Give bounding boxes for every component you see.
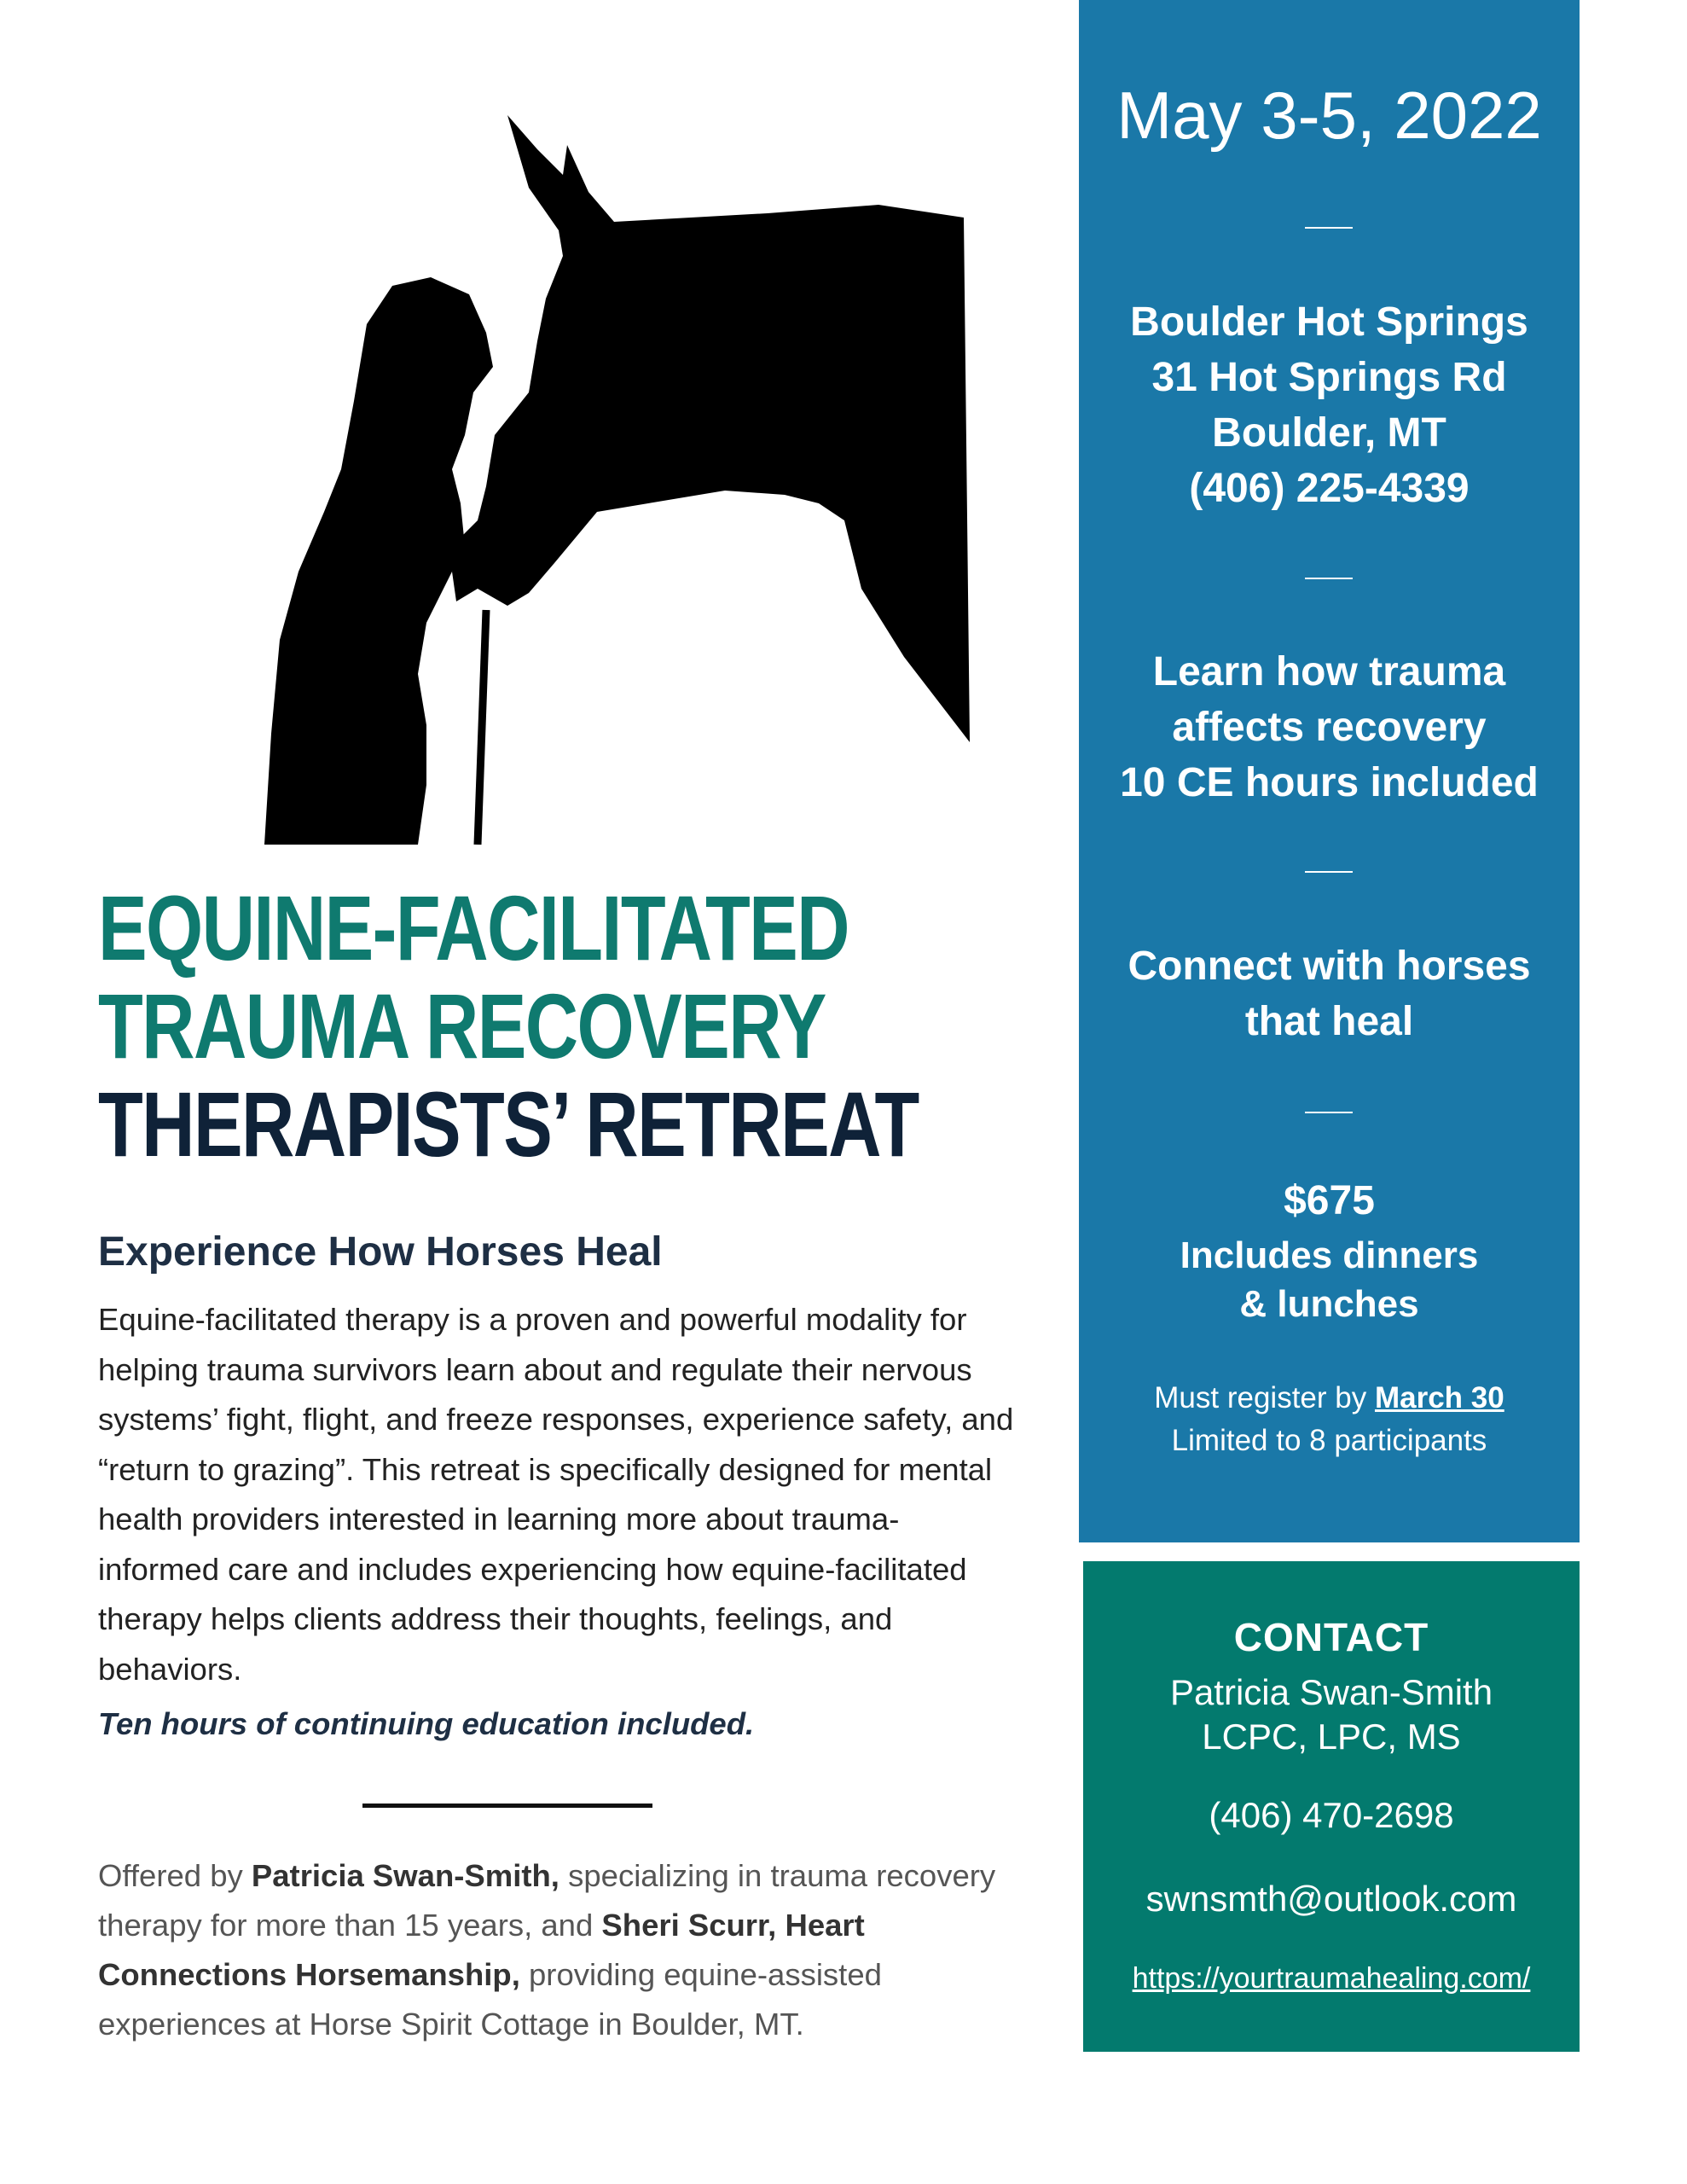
- divider-line: [362, 1804, 652, 1808]
- venue-phone: (406) 225-4339: [1189, 466, 1470, 511]
- description-paragraph: Equine-facilitated therapy is a proven and powerful modality for helping trauma survivors learn about and regulate their nervous systems’ fight, flight, and freeze responses, experience safety, and “return to grazing”. This retreat is specifically designed for mental health providers interested in learning more about trauma-informed care and includes experiencing how equine-facilitated therapy helps clients address their thoughts, feelings, and behaviors.: [98, 1302, 1014, 1687]
- register-deadline: March 30: [1374, 1381, 1504, 1414]
- presenter-name-1: Patricia Swan-Smith,: [251, 1858, 559, 1893]
- title-line-1: EQUINE-FACILITATED: [98, 876, 849, 979]
- presenter-name-2: Sheri Scurr, Heart Connections Horsemanship,: [98, 1908, 865, 1992]
- contact-heading: CONTACT: [1233, 1615, 1429, 1659]
- event-details-panel: [1079, 0, 1580, 1542]
- contact-phone[interactable]: (406) 470-2698: [1209, 1795, 1454, 1835]
- includes-line: & lunches: [1239, 1283, 1419, 1325]
- divider-rule: [1305, 578, 1353, 579]
- title-line-3: THERAPISTS’ RETREAT: [98, 1072, 919, 1176]
- offered-by-paragraph: Offered by Patricia Swan-Smith, specializing in trauma recovery therapy for more than 15 years, and Sheri Scurr, Heart Connections Horsemanship, providing equine-assisted experiences at Horse Spirit Cottage in Boulder, MT.: [98, 1858, 996, 2042]
- learn-block: [1079, 644, 1580, 810]
- connect-block: [1079, 938, 1580, 1049]
- horse-silhouette: [452, 115, 970, 742]
- contact-name: Patricia Swan-Smith: [1169, 1672, 1493, 1712]
- divider-rule: [1305, 871, 1353, 873]
- title-line-2: TRAUMA RECOVERY: [98, 974, 826, 1077]
- price: $675: [1284, 1178, 1375, 1223]
- contact-panel: [1083, 1561, 1580, 2052]
- lead-rope: [478, 610, 486, 845]
- learn-line: Learn how trauma: [1152, 649, 1506, 694]
- connect-line: Connect with horses: [1128, 944, 1531, 989]
- registration-info: [1079, 1377, 1580, 1462]
- contact-website-link[interactable]: https://yourtraumahealing.com/: [1132, 1962, 1531, 1995]
- participant-limit: Limited to 8 participants: [1171, 1424, 1487, 1457]
- register-prefix: Must register by: [1154, 1381, 1375, 1414]
- section-subheading: Experience How Horses Heal: [98, 1229, 663, 1275]
- venue-name: Boulder Hot Springs: [1130, 299, 1528, 345]
- horse-and-woman-silhouette-image: [171, 111, 989, 853]
- ce-note: Ten hours of continuing education included.: [98, 1706, 755, 1741]
- divider-rule: [1305, 1112, 1353, 1113]
- includes-line: Includes dinners: [1180, 1234, 1479, 1276]
- contact-credentials: LCPC, LPC, MS: [1202, 1716, 1461, 1757]
- venue-street: 31 Hot Springs Rd: [1151, 355, 1507, 400]
- connect-line: that heal: [1244, 999, 1414, 1044]
- contact-name-block: [1083, 1670, 1580, 1759]
- price-includes: [1079, 1231, 1580, 1328]
- event-date: May 3-5, 2022: [1116, 78, 1542, 153]
- learn-line: 10 CE hours included: [1120, 760, 1539, 805]
- learn-line: affects recovery: [1172, 705, 1487, 750]
- venue-city: Boulder, MT: [1212, 410, 1446, 456]
- venue-block: [1079, 294, 1580, 516]
- divider-rule: [1305, 227, 1353, 229]
- contact-email-link[interactable]: swnsmth@outlook.com: [1145, 1879, 1517, 1919]
